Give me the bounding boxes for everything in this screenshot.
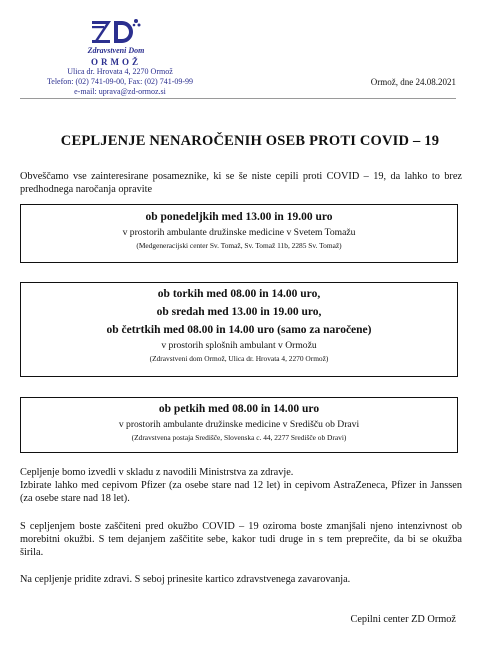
paragraph-ministry: Cepljenje bomo izvedli v skladu z navodili Ministrstva za zdravje. [20, 467, 294, 478]
schedule-line: ob petkih med 08.00 in 14.00 uro [158, 403, 320, 415]
org-address-block [20, 67, 220, 97]
paragraph-protection: S cepljenjem boste zaščiteni pred okužbo COVID – 19 oziroma boste zmanjšali njeno intenzivnost ob morebitni okužbi. S tem dejanjem zaščitite sebe, kakor tudi druge in s tem preprečite, da bi se okužba širila. [20, 521, 462, 558]
zd-logo-icon [90, 18, 142, 46]
paragraph-vaccines: Izbirate lahko med cepivom Pfizer (za osebe stare nad 12 let) in cepivom AstraZeneca, Pfizer in Janssen (za osebe stare nad 18 let). [20, 480, 462, 504]
schedule-line: ob četrtkih med 08.00 in 14.00 uro (samo za naročene) [106, 324, 372, 336]
paragraph-instructions: Na cepljenje pridite zdravi. S seboj prinesite kartico zdravstvenega zavarovanja. [20, 574, 351, 585]
schedule-place: v prostorih splošnih ambulant v Ormožu [161, 340, 317, 351]
schedule-place: v prostorih ambulante družinske medicine v Središču ob Dravi [118, 419, 360, 430]
schedule-box-ormoz [20, 282, 458, 377]
org-city: ORMOŽ [91, 57, 141, 67]
signature: Cepilni center ZD Ormož [350, 614, 456, 625]
schedule-box-sredisce [20, 397, 458, 453]
org-name: Zdravstveni Dom [87, 46, 145, 55]
schedule-address: (Zdravstveni dom Ormož, Ulica dr. Hrovata 4, 2270 Ormož) [149, 354, 329, 363]
header-divider [20, 98, 456, 99]
schedule-place: v prostorih ambulante družinske medicine v Svetem Tomažu [122, 227, 356, 238]
org-email: e-mail: uprava@zd-ormoz.si [74, 87, 166, 96]
schedule-address: (Medgeneracijski center Sv. Tomaž, Sv. Tomaž 11b, 2285 Sv. Tomaž) [136, 241, 342, 250]
intro-paragraph: Obveščamo vse zainteresirane posameznike, ki se še niste cepili proti COVID – 19, da lahko to brez predhodnega naročanja opravite [20, 171, 462, 195]
schedule-box-sveti-tomaz [20, 204, 458, 263]
org-address: Ulica dr. Hrovata 4, 2270 Ormož [67, 67, 173, 76]
page-title: CEPLJENJE NENAROČENIH OSEB PROTI COVID – 19 [60, 133, 440, 149]
schedule-line: ob torkih med 08.00 in 14.00 uro, [157, 288, 321, 300]
date-line: Ormož, dne 24.08.2021 [370, 77, 456, 87]
schedule-address: (Zdravstvena postaja Središče, Slovenska c. 44, 2277 Središče ob Dravi) [131, 433, 347, 442]
schedule-line: ob sredah med 13.00 in 19.00 uro, [156, 306, 322, 318]
schedule-line: ob ponedeljkih med 13.00 in 19.00 uro [145, 211, 333, 223]
org-phone-fax: Telefon: (02) 741-09-00, Fax: (02) 741-09-99 [46, 77, 194, 86]
